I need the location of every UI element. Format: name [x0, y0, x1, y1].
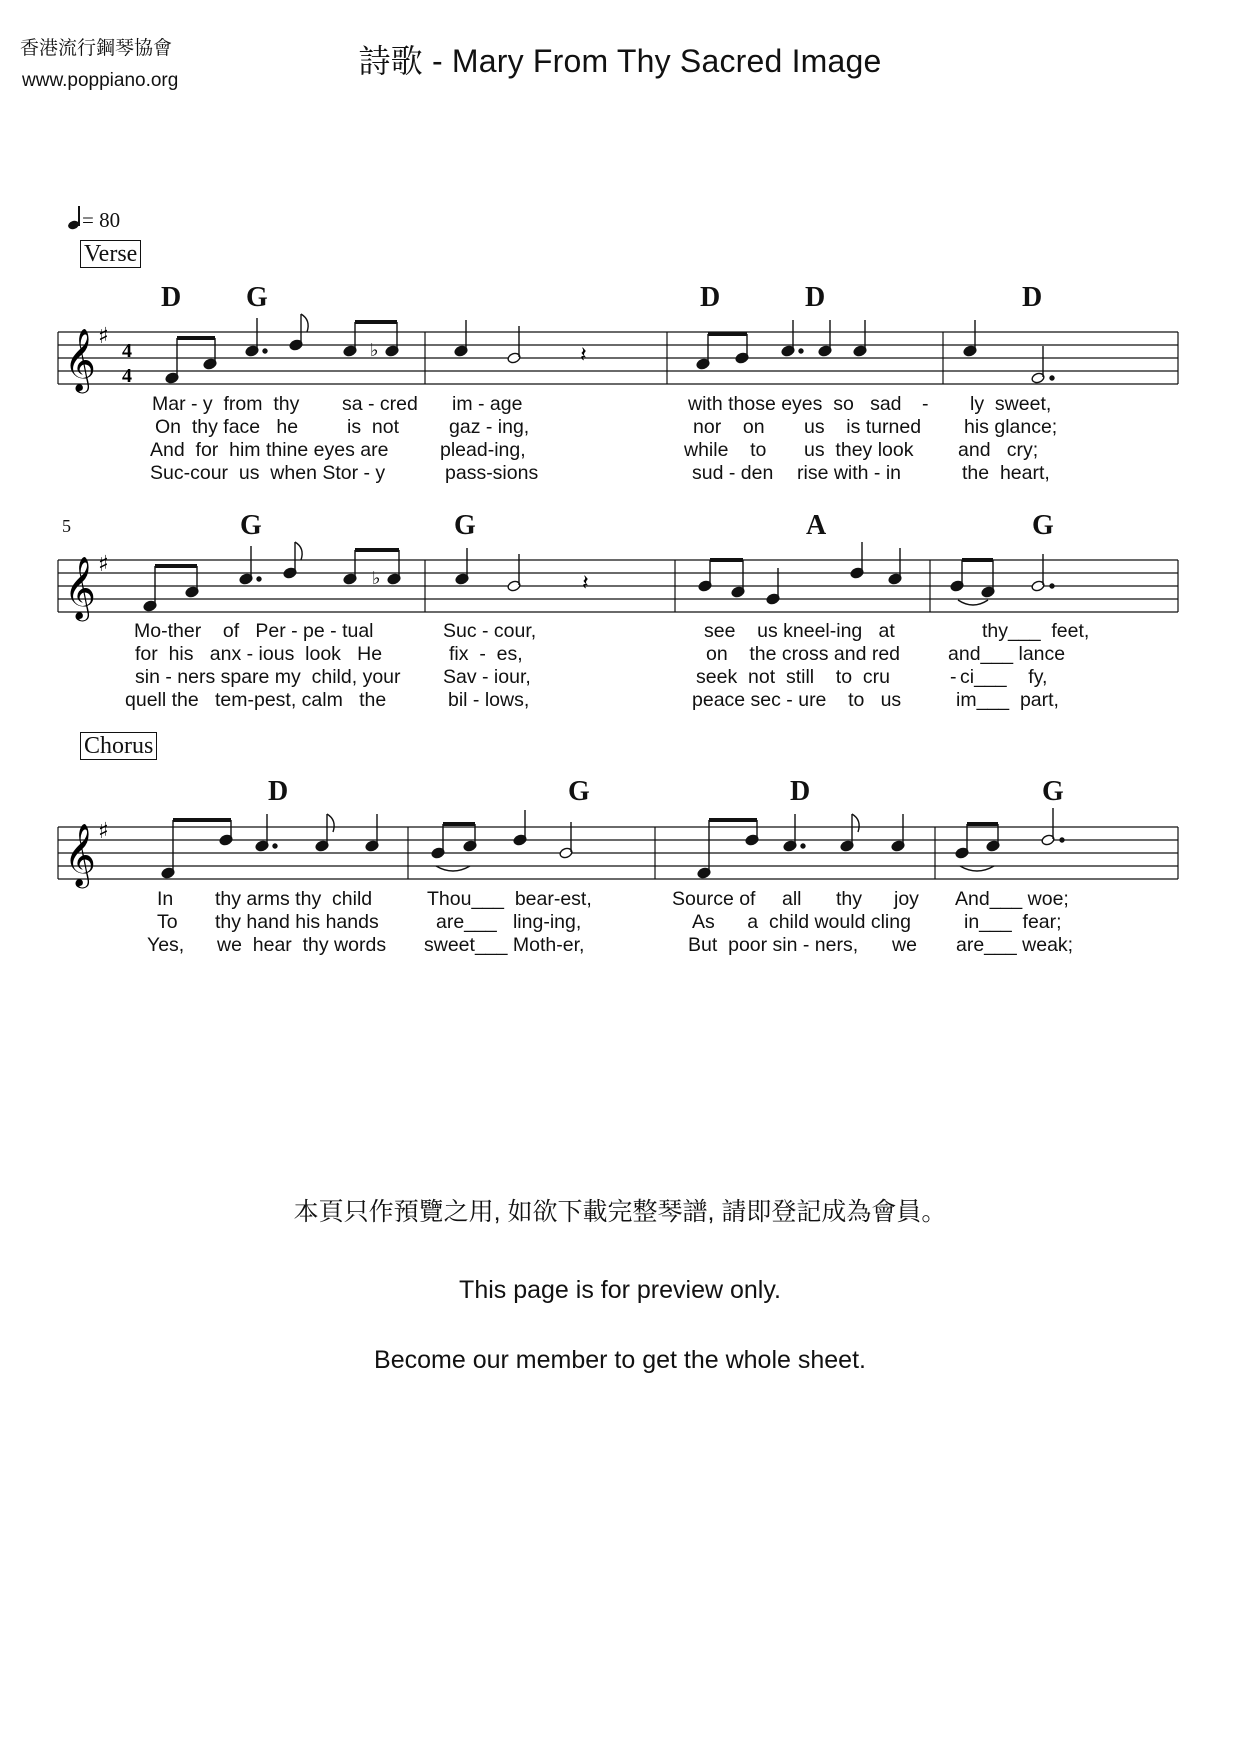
lyric-syllables: rise with - in: [797, 462, 902, 484]
quarter-rest-icon: 𝄽: [580, 343, 587, 368]
sharp-icon: ♯: [98, 819, 109, 844]
slur: [958, 600, 988, 605]
lyric-syllables: Suc-cour us when Stor - y: [150, 462, 386, 484]
chord-symbol: D: [1022, 282, 1043, 313]
lyric-syllables: But poor sin - ners,: [688, 934, 859, 956]
chord-symbol: G: [246, 282, 268, 313]
lyric-syllables: thy___ feet,: [982, 620, 1090, 642]
staff-system-1: [0, 310, 1240, 400]
lyric-syllables: -: [950, 666, 957, 688]
lyric-syllables: And for him thine eyes are: [150, 439, 389, 461]
lyric-syllables: Mo-ther of Per - pe - tual: [134, 620, 374, 642]
lyric-syllables: And___ woe;: [955, 888, 1069, 910]
lyric-syllables: thy hand his hands: [215, 911, 379, 933]
lyric-syllables: on the cross and red: [706, 643, 901, 665]
preview-notice-english: This page is for preview only.: [459, 1276, 781, 1304]
chord-symbol: G: [454, 510, 476, 541]
lyric-syllables: for his anx - ious look He: [135, 643, 383, 665]
lyric-syllables: sa - cred: [342, 393, 418, 415]
staff-system-2: [0, 540, 1240, 630]
lyric-syllables: and___ lance: [948, 643, 1066, 665]
lyric-syllables: thy: [836, 888, 863, 910]
measure-number: 5: [62, 516, 71, 536]
lyric-syllables: is not: [347, 416, 400, 438]
chord-symbol: G: [568, 776, 590, 807]
chord-symbol: G: [1032, 510, 1054, 541]
lyric-syllables: while to: [684, 439, 767, 461]
chord-symbol: G: [240, 510, 262, 541]
lyric-syllables: sweet___ Moth-er,: [424, 934, 585, 956]
lyric-syllables: Thou___ bear-est,: [427, 888, 592, 910]
chord-symbol: D: [161, 282, 182, 313]
lyric-syllables: fix - es,: [449, 643, 523, 665]
staff-system-3: [0, 805, 1240, 895]
lyric-syllables: us they look: [804, 439, 914, 461]
preview-notice-chinese: 本頁只作預覽之用, 如欲下載完整琴譜, 請即登記成為會員。: [293, 1198, 947, 1226]
treble-clef-icon: 𝄞: [64, 328, 96, 391]
chord-symbol: D: [805, 282, 826, 313]
section-label-chorus: Chorus: [80, 732, 157, 760]
lyric-syllables: sin - ners spare my child, your: [135, 666, 401, 688]
lyric-syllables: and cry;: [958, 439, 1039, 461]
chord-symbol: D: [790, 776, 811, 807]
lyric-syllables: are___ weak;: [956, 934, 1074, 956]
lyric-syllables: sud - den: [692, 462, 774, 484]
section-label-verse: Verse: [80, 240, 141, 268]
time-signature-bottom: 4: [122, 365, 132, 387]
flat-icon: ♭: [370, 340, 379, 361]
tempo-text: = 80: [82, 208, 121, 232]
lyric-syllables: To: [157, 911, 178, 933]
flat-icon: ♭: [372, 568, 381, 589]
lyric-syllables: we hear thy words: [217, 934, 387, 956]
lyric-syllables: we: [892, 934, 917, 956]
chord-symbol: A: [806, 510, 827, 541]
lyric-syllables: see us kneel-ing at: [704, 620, 895, 642]
lyric-syllables: im - age: [452, 393, 523, 415]
quarter-note-icon: [68, 211, 82, 229]
page-title: 詩歌 - Mary From Thy Sacred Image: [358, 43, 882, 79]
lyric-syllables: are___ ling-ing,: [436, 911, 582, 933]
lyric-syllables: the heart,: [962, 462, 1050, 484]
slur: [960, 866, 994, 871]
lyric-syllables: pass-sions: [445, 462, 539, 484]
chord-symbol: D: [700, 282, 721, 313]
lyric-syllables: ci___ fy,: [960, 666, 1048, 688]
lyric-syllables: seek not still to cru: [696, 666, 890, 688]
lyric-syllables: Sav - iour,: [443, 666, 531, 688]
lyric-syllables: all: [782, 888, 802, 910]
lyric-syllables: joy: [894, 888, 919, 910]
tempo-marking: [68, 208, 120, 233]
time-signature-top: 4: [122, 340, 132, 362]
lyric-syllables: thy arms thy child: [215, 888, 373, 910]
lyric-syllables: with those eyes so sad: [688, 393, 902, 415]
lyric-syllables: plead-ing,: [440, 439, 526, 461]
lyric-syllables: quell the tem-pest, calm the: [125, 689, 387, 711]
lyric-syllables: ly sweet,: [970, 393, 1052, 415]
lyric-syllables: bil - lows,: [448, 689, 530, 711]
sharp-icon: ♯: [98, 324, 109, 349]
site-name: 香港流行鋼琴協會: [20, 38, 173, 59]
lyric-syllables: -: [922, 393, 929, 415]
lyric-syllables: Mar - y from thy: [152, 393, 300, 415]
lyric-syllables: In: [157, 888, 174, 910]
site-url: www.poppiano.org: [22, 70, 179, 91]
lyric-syllables: As a child would cling: [692, 911, 911, 933]
lyric-syllables: im___ part,: [956, 689, 1059, 711]
chord-symbol: D: [268, 776, 289, 807]
sharp-icon: ♯: [98, 552, 109, 577]
lyric-syllables: nor on: [693, 416, 765, 438]
lyric-syllables: Source of: [672, 888, 756, 910]
member-notice-english: Become our member to get the whole sheet.: [374, 1346, 866, 1374]
lyric-syllables: Suc - cour,: [443, 620, 537, 642]
lyric-syllables: his glance;: [964, 416, 1058, 438]
treble-clef-icon: 𝄞: [64, 823, 96, 886]
quarter-rest-icon: 𝄽: [582, 571, 589, 596]
lyric-syllables: us is turned: [804, 416, 922, 438]
lyric-syllables: in___ fear;: [964, 911, 1062, 933]
lyric-syllables: On thy face he: [155, 416, 299, 438]
lyric-syllables: peace sec - ure to us: [692, 689, 902, 711]
slur: [436, 866, 470, 871]
treble-clef-icon: 𝄞: [64, 556, 96, 619]
lyric-syllables: Yes,: [147, 934, 185, 956]
lyric-syllables: gaz - ing,: [449, 416, 530, 438]
chord-symbol: G: [1042, 776, 1064, 807]
